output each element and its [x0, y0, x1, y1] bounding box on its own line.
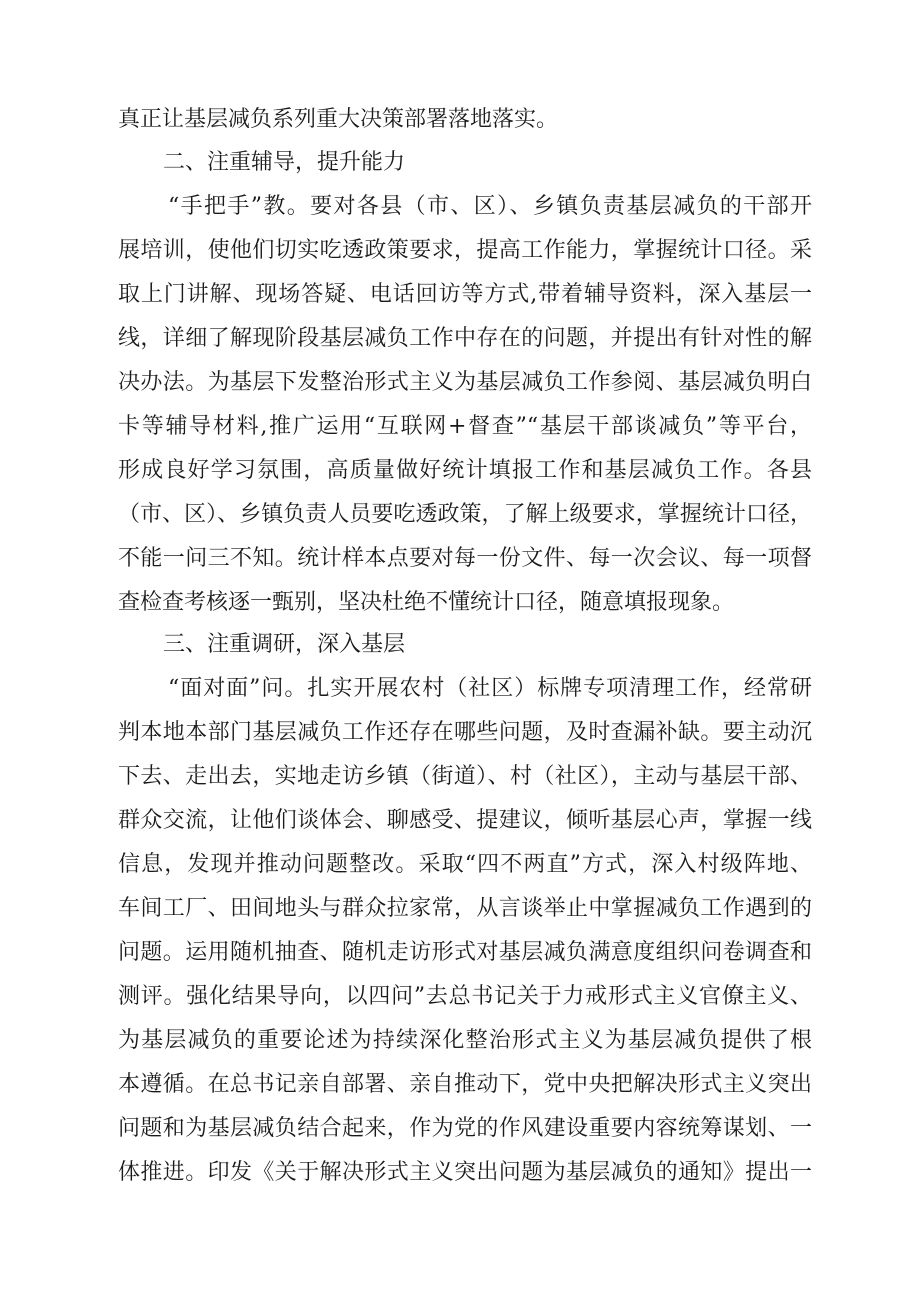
text-line: 判本地本部门基层减负工作还存在哪些问题，及时查漏补缺。要主动沉	[118, 720, 812, 745]
text-line: 问题和为基层减负结合起来，作为党的作风建设重要内容统筹谋划、一	[118, 1116, 812, 1141]
text-line: 群众交流，让他们谈体会、聊感受、提建议，倾听基层心声，掌握一线	[118, 808, 812, 833]
text-line: 线，详细了解现阶段基层减负工作中存在的问题，并提出有针对性的解	[118, 326, 812, 351]
text-line: 测评。强化结果导向，以四问”去总书记关于力戒形式主义官僚主义、	[118, 984, 812, 1009]
text-line: 查检查考核逐一甄别，坚决杜绝不懂统计口径，随意填报现象。	[118, 590, 735, 615]
text-line: 车间工厂、田间地头与群众拉家常，从言谈举止中掌握减负工作遇到的	[118, 896, 812, 921]
text-line: “手把手”教。要对各县（市、区）、乡镇负责基层减负的干部开	[168, 194, 812, 219]
text-line: 不能一问三不知。统计样本点要对每一份文件、每一次会议、每一项督	[118, 546, 812, 571]
text-line: 展培训，使他们切实吃透政策要求，提高工作能力，掌握统计口径。采	[118, 238, 812, 263]
text-line: （市、区）、乡镇负责人员要吃透政策，了解上级要求，掌握统计口径，	[118, 502, 812, 527]
text-line: 真正让基层减负系列重大决策部署落地落实。	[118, 107, 559, 132]
text-line: 体推进。印发《关于解决形式主义突出问题为基层减负的通知》提出一	[118, 1160, 812, 1185]
text-line: 取上门讲解、现场答疑、电话回访等方式,带着辅导资料，深入基层一	[118, 282, 812, 307]
text-line: 下去、走出去，实地走访乡镇（街道）、村（社区），主动与基层干部、	[118, 764, 812, 789]
text-line: 决办法。为基层下发整治形式主义为基层减负工作参阅、基层减负明白	[118, 370, 812, 395]
text-line: 信息，发现并推动问题整改。采取“四不两直”方式，深入村级阵地、	[118, 852, 812, 877]
text-line: 形成良好学习氛围，高质量做好统计填报工作和基层减负工作。各县	[118, 458, 812, 483]
text-line: 卡等辅导材料,推广运用“互联网+督查”“基层干部谈减负”等平台，	[118, 414, 812, 439]
section-heading-3: 三、注重调研，深入基层	[163, 632, 406, 657]
text-line: 问题。运用随机抽查、随机走访形式对基层减负满意度组织问卷调查和	[118, 940, 812, 965]
text-line: 本遵循。在总书记亲自部署、亲自推动下，党中央把解决形式主义突出	[118, 1072, 812, 1097]
text-line: “面对面”问。扎实开展农村（社区）标牌专项清理工作，经常研	[168, 676, 812, 701]
section-heading-2: 二、注重辅导，提升能力	[163, 150, 406, 175]
text-line: 为基层减负的重要论述为持续深化整治形式主义为基层减负提供了根	[118, 1028, 812, 1053]
